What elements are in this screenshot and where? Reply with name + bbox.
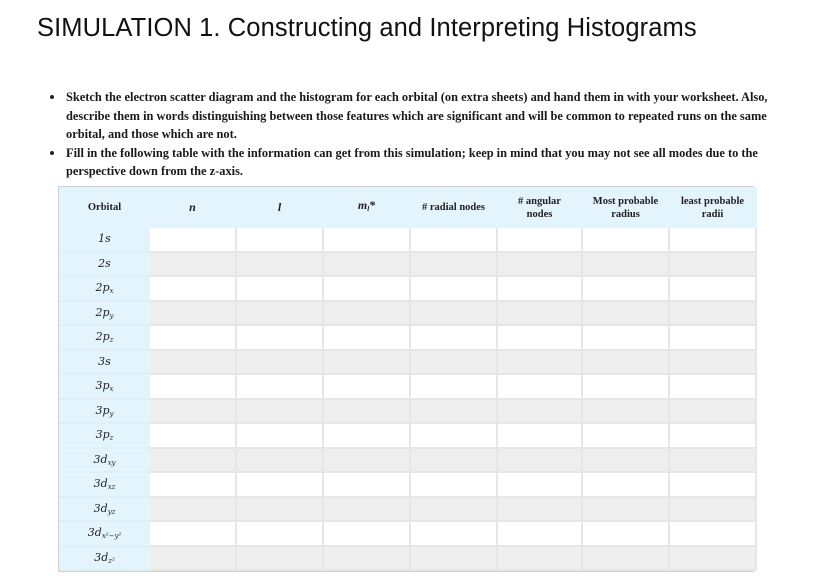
- header-l: l: [236, 188, 323, 227]
- orbital-main: 3s: [98, 354, 111, 368]
- instruction-item: [48, 88, 778, 144]
- radial-nodes-cell[interactable]: [410, 472, 497, 497]
- orbital-subscript: x: [109, 385, 114, 394]
- most-probable-radius-cell[interactable]: [582, 497, 669, 522]
- orbital-label: [60, 227, 149, 252]
- ml-cell[interactable]: [323, 252, 410, 277]
- orbital-main: 3d: [94, 550, 109, 564]
- header-ml-main: m: [357, 198, 368, 212]
- ml-cell[interactable]: [323, 521, 410, 546]
- n-cell[interactable]: [149, 350, 236, 375]
- angular-nodes-cell[interactable]: [497, 301, 582, 326]
- header-least-probable: [669, 188, 756, 227]
- radial-nodes-cell[interactable]: [410, 423, 497, 448]
- instructions-list: [48, 88, 778, 181]
- header-angular-line1: # angular: [518, 195, 561, 207]
- most-probable-radius-cell[interactable]: [582, 399, 669, 424]
- n-cell[interactable]: [149, 472, 236, 497]
- radial-nodes-cell[interactable]: [410, 546, 497, 571]
- most-probable-radius-cell[interactable]: [582, 423, 669, 448]
- bullet-icon: [50, 151, 54, 155]
- header-radial-nodes: # radial nodes: [410, 188, 497, 227]
- orbital-subscript: z: [109, 336, 114, 345]
- least-probable-radii-cell[interactable]: [669, 521, 756, 546]
- orbital-subscript: x: [109, 287, 114, 296]
- most-probable-radius-cell[interactable]: [582, 448, 669, 473]
- orbital-subscript: y: [109, 311, 114, 320]
- ml-cell[interactable]: [323, 497, 410, 522]
- angular-nodes-cell[interactable]: [497, 350, 582, 375]
- l-cell[interactable]: [236, 448, 323, 473]
- l-cell[interactable]: [236, 521, 323, 546]
- most-probable-radius-cell[interactable]: [582, 252, 669, 277]
- ml-cell[interactable]: [323, 301, 410, 326]
- n-cell[interactable]: [149, 252, 236, 277]
- least-probable-radii-cell[interactable]: [669, 301, 756, 326]
- header-n: n: [149, 188, 236, 227]
- table-row: [60, 448, 756, 473]
- l-cell[interactable]: [236, 276, 323, 301]
- most-probable-radius-cell[interactable]: [582, 472, 669, 497]
- orbital-subscript: z: [109, 434, 114, 443]
- radial-nodes-cell[interactable]: [410, 325, 497, 350]
- orbital-label: [60, 448, 149, 473]
- n-cell[interactable]: [149, 374, 236, 399]
- least-probable-radii-cell[interactable]: [669, 350, 756, 375]
- table-row: [60, 546, 756, 571]
- least-probable-radii-cell[interactable]: [669, 252, 756, 277]
- least-probable-radii-cell[interactable]: [669, 448, 756, 473]
- instruction-text: Fill in the following table with the information can get from this simulation; keep in mind that you may not see all modes due to the perspective down from the z-axis.: [66, 145, 758, 178]
- n-cell[interactable]: [149, 423, 236, 448]
- orbital-label: [60, 546, 149, 571]
- orbital-label: [60, 276, 149, 301]
- orbital-main: 2p: [95, 305, 110, 319]
- header-ml-suffix: *: [369, 198, 376, 212]
- l-cell[interactable]: [236, 227, 323, 252]
- n-cell[interactable]: [149, 497, 236, 522]
- least-probable-radii-cell[interactable]: [669, 374, 756, 399]
- header-most-probable: [582, 188, 669, 227]
- ml-cell[interactable]: [323, 276, 410, 301]
- table-row: [60, 227, 756, 252]
- ml-cell[interactable]: [323, 546, 410, 571]
- ml-cell[interactable]: [323, 472, 410, 497]
- orbital-main: 2p: [95, 281, 110, 295]
- radial-nodes-cell[interactable]: [410, 497, 497, 522]
- l-cell[interactable]: [236, 301, 323, 326]
- instruction-item: [48, 144, 778, 181]
- radial-nodes-cell[interactable]: [410, 399, 497, 424]
- angular-nodes-cell[interactable]: [497, 448, 582, 473]
- orbital-label: [60, 301, 149, 326]
- angular-nodes-cell[interactable]: [497, 276, 582, 301]
- radial-nodes-cell[interactable]: [410, 448, 497, 473]
- orbital-label: [60, 472, 149, 497]
- n-cell[interactable]: [149, 301, 236, 326]
- ml-cell[interactable]: [323, 374, 410, 399]
- ml-cell[interactable]: [323, 399, 410, 424]
- orbital-main: 3d: [93, 501, 108, 515]
- ml-cell[interactable]: [323, 325, 410, 350]
- table-row: [60, 399, 756, 424]
- table-row: [60, 472, 756, 497]
- orbital-main: 3p: [95, 403, 110, 417]
- header-orbital: Orbital: [60, 188, 149, 227]
- radial-nodes-cell[interactable]: [410, 227, 497, 252]
- angular-nodes-cell[interactable]: [497, 497, 582, 522]
- angular-nodes-cell[interactable]: [497, 325, 582, 350]
- orbital-main: 2p: [95, 330, 110, 344]
- least-probable-radii-cell[interactable]: [669, 497, 756, 522]
- l-cell[interactable]: [236, 497, 323, 522]
- header-most-line2: radius: [611, 208, 640, 220]
- orbital-label: [60, 423, 149, 448]
- orbital-main: 2s: [98, 256, 111, 270]
- angular-nodes-cell[interactable]: [497, 374, 582, 399]
- least-probable-radii-cell[interactable]: [669, 227, 756, 252]
- radial-nodes-cell[interactable]: [410, 301, 497, 326]
- table-row: [60, 350, 756, 375]
- radial-nodes-cell[interactable]: [410, 276, 497, 301]
- most-probable-radius-cell[interactable]: [582, 276, 669, 301]
- angular-nodes-cell[interactable]: [497, 521, 582, 546]
- most-probable-radius-cell[interactable]: [582, 227, 669, 252]
- orbital-main: 3d: [93, 477, 108, 491]
- orbital-label: [60, 497, 149, 522]
- ml-cell[interactable]: [323, 423, 410, 448]
- most-probable-radius-cell[interactable]: [582, 521, 669, 546]
- most-probable-radius-cell[interactable]: [582, 374, 669, 399]
- header-ml: [323, 188, 410, 227]
- orbital-table: [58, 186, 754, 572]
- radial-nodes-cell[interactable]: [410, 374, 497, 399]
- ml-cell[interactable]: [323, 448, 410, 473]
- orbital-label: [60, 399, 149, 424]
- orbital-main: 3d: [93, 452, 108, 466]
- l-cell[interactable]: [236, 399, 323, 424]
- orbital-main: 3p: [95, 428, 110, 442]
- most-probable-radius-cell[interactable]: [582, 301, 669, 326]
- table-row: [60, 252, 756, 277]
- orbital-subscript: xz: [107, 483, 116, 492]
- orbital-subscript: yz: [107, 507, 116, 516]
- orbital-subscript: y: [109, 409, 114, 418]
- header-most-line1: Most probable: [592, 195, 659, 207]
- orbital-label: [60, 350, 149, 375]
- header-least-line2: radii: [701, 208, 724, 220]
- angular-nodes-cell[interactable]: [497, 472, 582, 497]
- n-cell[interactable]: [149, 521, 236, 546]
- orbital-label: [60, 325, 149, 350]
- most-probable-radius-cell[interactable]: [582, 546, 669, 571]
- orbital-label: [60, 521, 149, 546]
- n-cell[interactable]: [149, 448, 236, 473]
- l-cell[interactable]: [236, 472, 323, 497]
- table-row: [60, 301, 756, 326]
- angular-nodes-cell[interactable]: [497, 252, 582, 277]
- l-cell[interactable]: [236, 350, 323, 375]
- l-cell[interactable]: [236, 325, 323, 350]
- orbital-subscript: x²−y²: [101, 532, 122, 541]
- least-probable-radii-cell[interactable]: [669, 325, 756, 350]
- header-angular-nodes: [497, 188, 582, 227]
- table-row: [60, 497, 756, 522]
- l-cell[interactable]: [236, 374, 323, 399]
- angular-nodes-cell[interactable]: [497, 546, 582, 571]
- n-cell[interactable]: [149, 546, 236, 571]
- table-row: [60, 374, 756, 399]
- l-cell[interactable]: [236, 546, 323, 571]
- angular-nodes-cell[interactable]: [497, 227, 582, 252]
- radial-nodes-cell[interactable]: [410, 350, 497, 375]
- orbital-subscript: z²: [108, 556, 115, 565]
- table-row: [60, 423, 756, 448]
- most-probable-radius-cell[interactable]: [582, 350, 669, 375]
- angular-nodes-cell[interactable]: [497, 423, 582, 448]
- n-cell[interactable]: [149, 399, 236, 424]
- table-header-row: [60, 188, 756, 227]
- orbital-main: 3p: [95, 379, 110, 393]
- orbital-main: 3d: [87, 526, 102, 540]
- table-row: [60, 276, 756, 301]
- orbital-label: [60, 374, 149, 399]
- least-probable-radii-cell[interactable]: [669, 399, 756, 424]
- n-cell[interactable]: [149, 227, 236, 252]
- most-probable-radius-cell[interactable]: [582, 325, 669, 350]
- header-least-line1: least probable: [680, 195, 745, 207]
- radial-nodes-cell[interactable]: [410, 252, 497, 277]
- n-cell[interactable]: [149, 276, 236, 301]
- table-row: [60, 521, 756, 546]
- ml-cell[interactable]: [323, 227, 410, 252]
- header-ml-sub: l: [367, 205, 370, 213]
- radial-nodes-cell[interactable]: [410, 521, 497, 546]
- least-probable-radii-cell[interactable]: [669, 276, 756, 301]
- least-probable-radii-cell[interactable]: [669, 423, 756, 448]
- page-title: SIMULATION 1. Constructing and Interpreting Histograms: [37, 14, 697, 42]
- instruction-text: Sketch the electron scatter diagram and the histogram for each orbital (on extra sheets) and hand them in with your worksheet. Also, describe them in words distinguishing between those features which are significant and will be common to repeated runs on the same orbital, and those which are not.: [66, 90, 768, 141]
- least-probable-radii-cell[interactable]: [669, 546, 756, 571]
- least-probable-radii-cell[interactable]: [669, 472, 756, 497]
- l-cell[interactable]: [236, 423, 323, 448]
- angular-nodes-cell[interactable]: [497, 399, 582, 424]
- bullet-icon: [50, 95, 54, 99]
- ml-cell[interactable]: [323, 350, 410, 375]
- n-cell[interactable]: [149, 325, 236, 350]
- l-cell[interactable]: [236, 252, 323, 277]
- orbital-main: 1s: [98, 232, 111, 246]
- orbital-subscript: xy: [107, 458, 116, 467]
- orbital-label: [60, 252, 149, 277]
- table-row: [60, 325, 756, 350]
- header-angular-line2: nodes: [526, 208, 553, 220]
